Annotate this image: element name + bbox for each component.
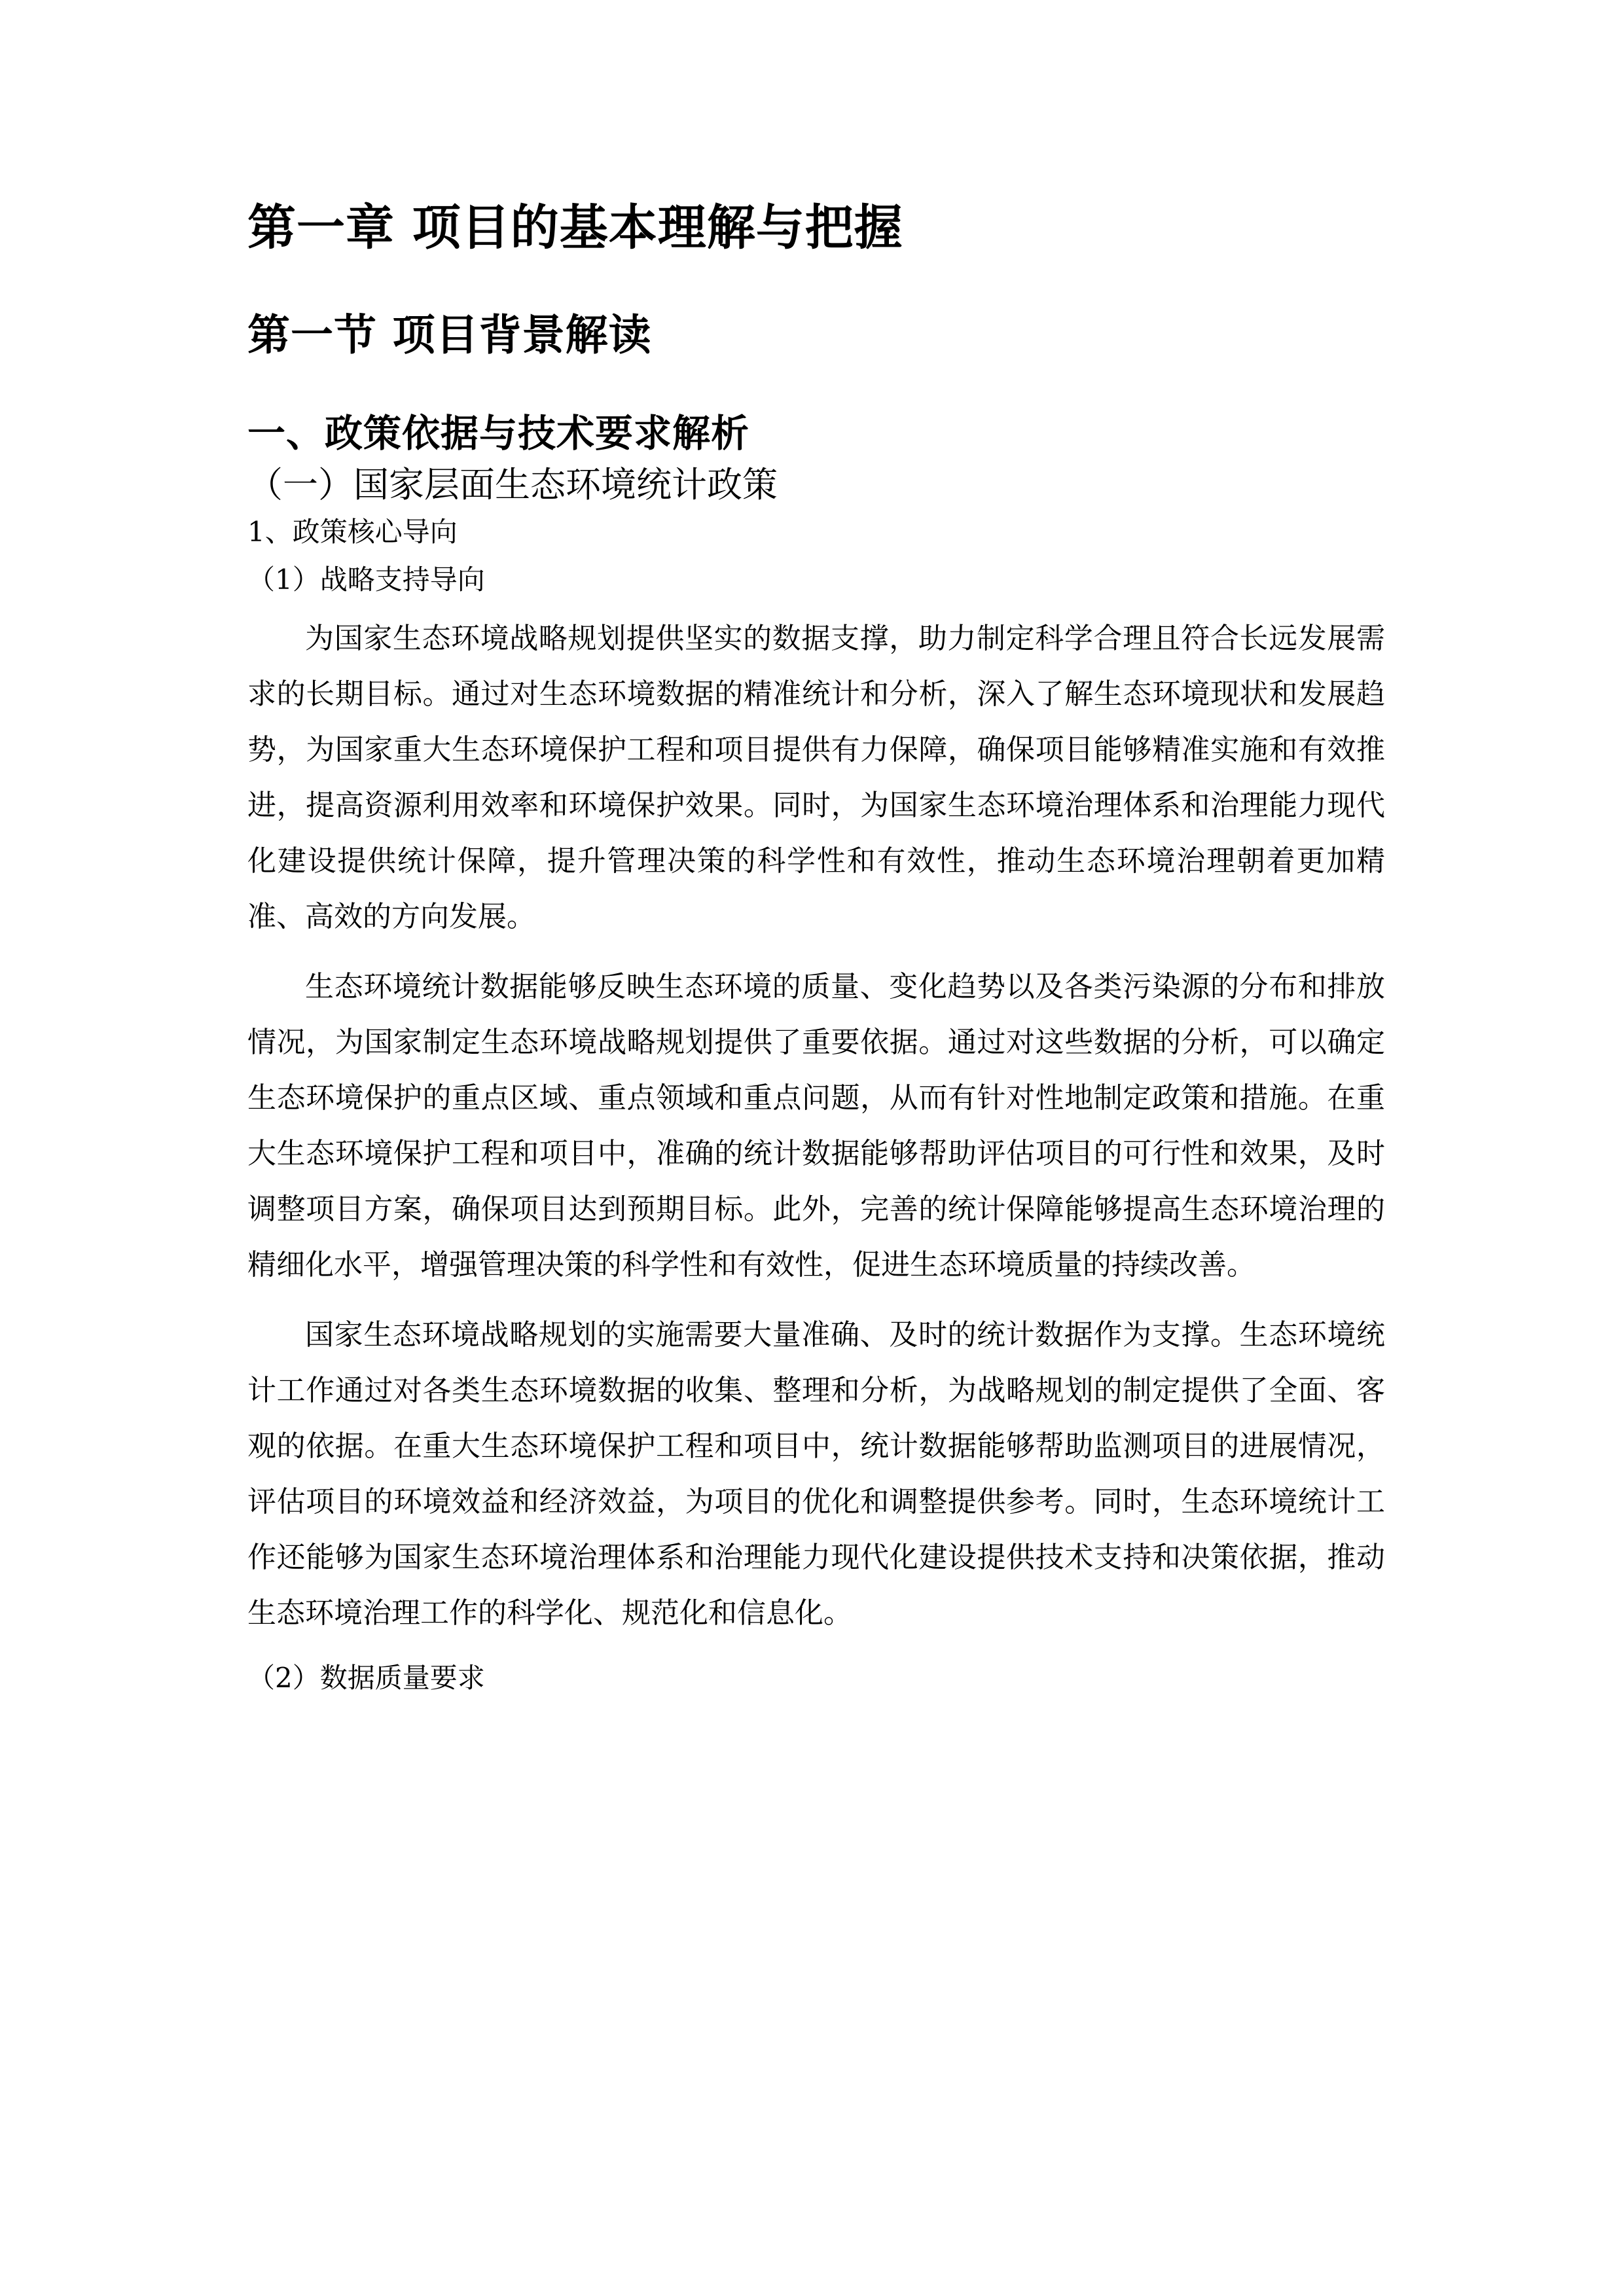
- body-paragraph: 为国家生态环境战略规划提供坚实的数据支撑，助力制定科学合理且符合长远发展需求的长期目标。通过对生态环境数据的精准统计和分析，深入了解生态环境现状和发展趋势，为国家重大生态环境保护工程和项目提供有力保障，确保项目能够精准实施和有效推进，提高资源利用效率和环境保护效果。同时，为国家生态环境治理体系和治理能力现代化建设提供统计保障，提升管理决策的科学性和有效性，推动生态环境治理朝着更加精准、高效的方向发展。: [247, 622, 1385, 934]
- body-paragraph: 国家生态环境战略规划的实施需要大量准确、及时的统计数据作为支撑。生态环境统计工作通过对各类生态环境数据的收集、整理和分析，为战略规划的制定提供了全面、客观的依据。在重大生态环境保护工程和项目中，统计数据能够帮助监测项目的进展情况，评估项目的环境效益和经济效益，为项目的优化和调整提供参考。同时，生态环境统计工作还能够为国家生态环境治理体系和治理能力现代化建设提供技术支持和决策依据，推动生态环境治理工作的科学化、规范化和信息化。: [247, 1318, 1385, 1630]
- page-content: [247, 196, 1385, 1710]
- subitem-heading-strategy: （1）战略支持导向: [247, 563, 485, 596]
- body-paragraph: 生态环境统计数据能够反映生态环境的质量、变化趋势以及各类污染源的分布和排放情况，为国家制定生态环境战略规划提供了重要依据。通过对这些数据的分析，可以确定生态环境保护的重点区域、重点领域和重点问题，从而有针对性地制定政策和措施。在重大生态环境保护工程和项目中，准确的统计数据能够帮助评估项目的可行性和效果，及时调整项目方案，确保项目达到预期目标。此外，完善的统计保障能够提高生态环境治理的精细化水平，增强管理决策的科学性和有效性，促进生态环境质量的持续改善。: [247, 970, 1385, 1282]
- section-title: 第一节 项目背景解读: [247, 310, 652, 361]
- item-heading: 1、政策核心导向: [247, 516, 458, 548]
- chapter-title: 第一章 项目的基本理解与把握: [247, 200, 903, 256]
- subsection-title: 一、政策依据与技术要求解析: [247, 410, 750, 456]
- subitem-heading-data-quality: （2）数据质量要求: [247, 1662, 485, 1695]
- sub-subsection-title: （一）国家层面生态环境统计政策: [247, 464, 778, 506]
